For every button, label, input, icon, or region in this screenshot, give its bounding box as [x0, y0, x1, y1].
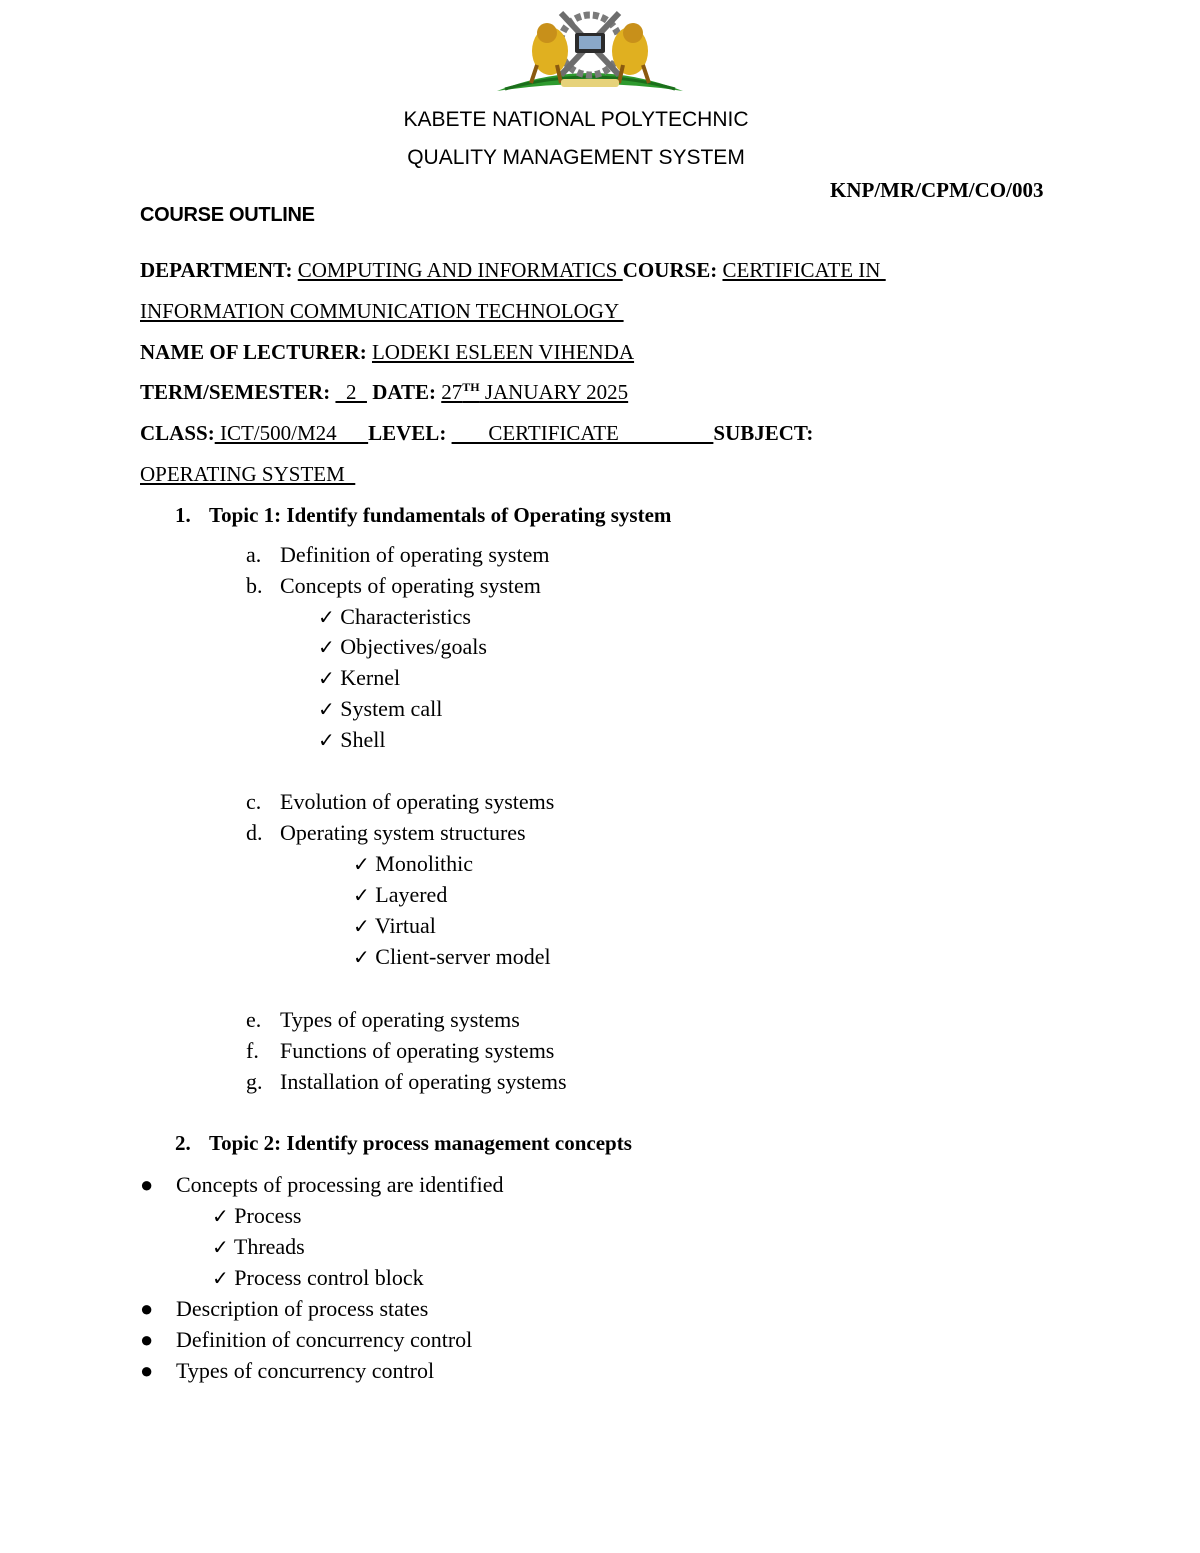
item-text: Objectives/goals	[340, 634, 487, 659]
list-item	[246, 1069, 567, 1095]
list-item	[318, 604, 471, 630]
item-text: Monolithic	[375, 851, 474, 876]
item-text: Types of operating systems	[280, 1007, 520, 1032]
item-text: Concepts of operating system	[280, 573, 541, 598]
topic1-heading	[175, 503, 671, 528]
list-item	[140, 1172, 503, 1198]
item-marker: a.	[246, 542, 262, 567]
item-text: Characteristics	[340, 604, 471, 629]
lecturer-label: NAME OF LECTURER:	[140, 340, 367, 364]
date-month-year: JANUARY 2025	[479, 380, 629, 404]
class-line	[140, 421, 813, 446]
course-label: COURSE:	[622, 258, 718, 282]
class-label: CLASS:	[140, 421, 215, 445]
list-item	[212, 1234, 305, 1260]
checkmark-icon: ✓	[212, 1237, 229, 1259]
item-marker: g.	[246, 1069, 263, 1094]
class-value: ICT/500/M24	[214, 421, 369, 445]
checkmark-icon: ✓	[318, 668, 335, 690]
document-reference: KNP/MR/CPM/CO/003	[830, 178, 1044, 202]
topic2-title: Topic 2: Identify process management concepts	[209, 1131, 632, 1155]
term-label: TERM/SEMESTER:	[140, 380, 331, 404]
item-text: Process	[234, 1203, 302, 1228]
bullet-icon: ●	[140, 1296, 154, 1321]
item-marker: b.	[246, 573, 263, 598]
item-text: Description of process states	[176, 1296, 429, 1321]
item-text: Concepts of processing are identified	[176, 1172, 504, 1197]
list-item	[353, 882, 447, 908]
item-text: Definition of operating system	[280, 542, 550, 567]
list-item	[140, 1296, 428, 1322]
lecturer-line	[140, 340, 634, 365]
checkmark-icon: ✓	[353, 854, 370, 876]
list-item	[140, 1358, 434, 1384]
list-item	[246, 789, 554, 815]
checkmark-icon: ✓	[212, 1268, 229, 1290]
list-item	[212, 1265, 424, 1291]
item-marker: d.	[246, 820, 263, 845]
system-name: QUALITY MANAGEMENT SYSTEM	[407, 146, 745, 169]
list-item	[318, 634, 487, 660]
date-label: DATE:	[372, 380, 436, 404]
course-value-part2: INFORMATION COMMUNICATION TECHNOLOGY	[140, 299, 624, 323]
list-item	[246, 1007, 520, 1033]
item-text: Kernel	[340, 665, 401, 690]
item-text: Threads	[233, 1234, 305, 1259]
list-item	[318, 727, 386, 753]
institution-logo	[495, 5, 685, 97]
date-superscript: TH	[462, 380, 480, 394]
subject-value: OPERATING SYSTEM	[140, 462, 356, 486]
term-value: 2	[335, 380, 367, 404]
list-item	[353, 913, 436, 939]
bullet-icon: ●	[140, 1327, 154, 1352]
topic1-number: 1.	[175, 503, 191, 527]
list-item	[140, 1327, 472, 1353]
topic1-title: Topic 1: Identify fundamentals of Operating system	[209, 503, 672, 527]
list-item	[246, 1038, 554, 1064]
checkmark-icon: ✓	[318, 699, 335, 721]
checkmark-icon: ✓	[353, 885, 370, 907]
list-item	[353, 944, 551, 970]
item-text: Definition of concurrency control	[176, 1327, 473, 1352]
department-label: DEPARTMENT:	[140, 258, 293, 282]
topic2-heading	[175, 1131, 632, 1156]
course-value-part1: CERTIFICATE IN	[722, 258, 886, 282]
item-text: Client-server model	[375, 944, 551, 969]
item-text: Evolution of operating systems	[280, 789, 555, 814]
level-value: CERTIFICATE	[451, 421, 714, 445]
list-item	[353, 851, 473, 877]
list-item	[246, 820, 526, 846]
item-text: Virtual	[374, 913, 436, 938]
lecturer-value: LODEKI ESLEEN VIHENDA	[371, 340, 635, 364]
list-item	[246, 573, 541, 599]
item-text: Installation of operating systems	[280, 1069, 567, 1094]
department-line	[140, 258, 886, 283]
level-label: LEVEL:	[368, 421, 447, 445]
department-value: COMPUTING AND INFORMATICS	[297, 258, 623, 282]
institution-name: KABETE NATIONAL POLYTECHNIC	[403, 108, 749, 131]
checkmark-icon: ✓	[318, 637, 335, 659]
item-marker: f.	[246, 1038, 259, 1063]
checkmark-icon: ✓	[212, 1206, 229, 1228]
item-text: Shell	[340, 727, 386, 752]
bullet-icon: ●	[140, 1172, 154, 1197]
checkmark-icon: ✓	[353, 947, 370, 969]
item-text: Process control block	[234, 1265, 424, 1290]
item-marker: e.	[246, 1007, 262, 1032]
item-text: Layered	[375, 882, 448, 907]
checkmark-icon: ✓	[318, 730, 335, 752]
date-value	[441, 380, 628, 404]
item-text: Operating system structures	[280, 820, 526, 845]
item-text: Functions of operating systems	[280, 1038, 555, 1063]
topic2-number: 2.	[175, 1131, 191, 1155]
item-text: System call	[340, 696, 443, 721]
term-line	[140, 380, 628, 405]
list-item	[212, 1203, 301, 1229]
item-marker: c.	[246, 789, 262, 814]
list-item	[318, 696, 442, 722]
item-text: Types of concurrency control	[176, 1358, 435, 1383]
subject-label: SUBJECT:	[713, 421, 814, 445]
date-day: 27	[441, 380, 463, 404]
checkmark-icon: ✓	[318, 607, 335, 629]
document-type: COURSE OUTLINE	[140, 204, 315, 226]
list-item	[246, 542, 549, 568]
list-item	[318, 665, 400, 691]
bullet-icon: ●	[140, 1358, 154, 1383]
checkmark-icon: ✓	[353, 916, 370, 938]
